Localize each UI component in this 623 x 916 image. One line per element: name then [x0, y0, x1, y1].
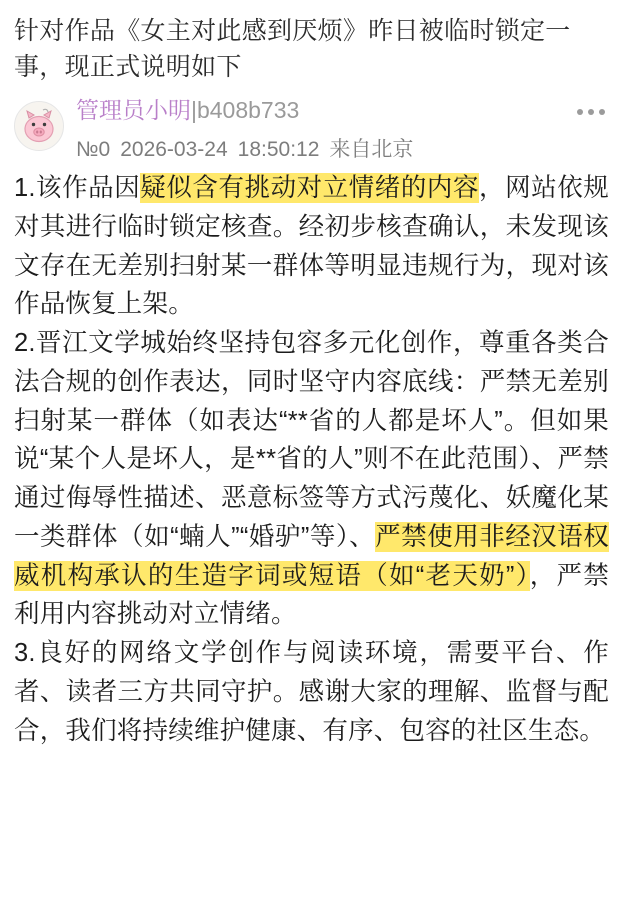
body-text-run: ，网站依规对其进行临时锁定核查。经初步核查确认，未发现该文存在无差别扫射某一群体等明显违规行为，现对该作品恢复上架。	[14, 174, 609, 319]
paragraph-1	[14, 169, 609, 324]
meta-text-block	[76, 95, 609, 163]
post-date: 2026-03-24	[120, 138, 228, 162]
author-line	[76, 95, 609, 126]
paragraph-2	[14, 324, 609, 634]
body-text-run: 2.晋江文学城始终坚持包容多元化创作，尊重各类合法合规的创作表达，同时坚守内容底线：严禁无差别扫射某一群体（如表达“**省的人都是坏人”。但如果说“某个人是坏人，是**省的人”则不在此范围）、严禁通过侮辱性描述、恶意标签等方式污蔑化、妖魔化某一类群体（如“蝻人”“婚驴”等）、	[14, 329, 609, 551]
pig-avatar-icon	[15, 102, 63, 150]
post-location: 来自北京	[329, 138, 414, 162]
author-id: |b408b733	[191, 97, 300, 123]
post-time: 18:50:12	[237, 138, 320, 162]
avatar[interactable]	[14, 101, 64, 151]
body-text-run: ，严禁利用内容挑动对立情绪。	[14, 561, 609, 629]
floor-number: №0	[76, 138, 111, 162]
post-body	[14, 169, 609, 750]
body-text-run: 1.该作品因	[14, 174, 141, 203]
post-meta	[14, 95, 609, 163]
post-timestamp-line	[76, 133, 609, 163]
highlighted-text: 严禁使用非经汉语权威机构承认的生造字词或短语（如“老天奶”）	[14, 522, 609, 590]
highlighted-text: 疑似含有挑动对立情绪的内容	[140, 174, 480, 203]
more-options-icon[interactable]	[577, 109, 605, 115]
page-title: 针对作品《女主对此感到厌烦》昨日被临时锁定一事，现正式说明如下	[14, 17, 571, 81]
body-text-run: 3.良好的网络文学创作与阅读环境，需要平台、作者、读者三方共同守护。感谢大家的理解、监督与配合，我们将持续维护健康、有序、包容的社区生态。	[14, 639, 609, 745]
author-name[interactable]: 管理员小明	[76, 97, 191, 123]
paragraph-3	[14, 634, 609, 750]
